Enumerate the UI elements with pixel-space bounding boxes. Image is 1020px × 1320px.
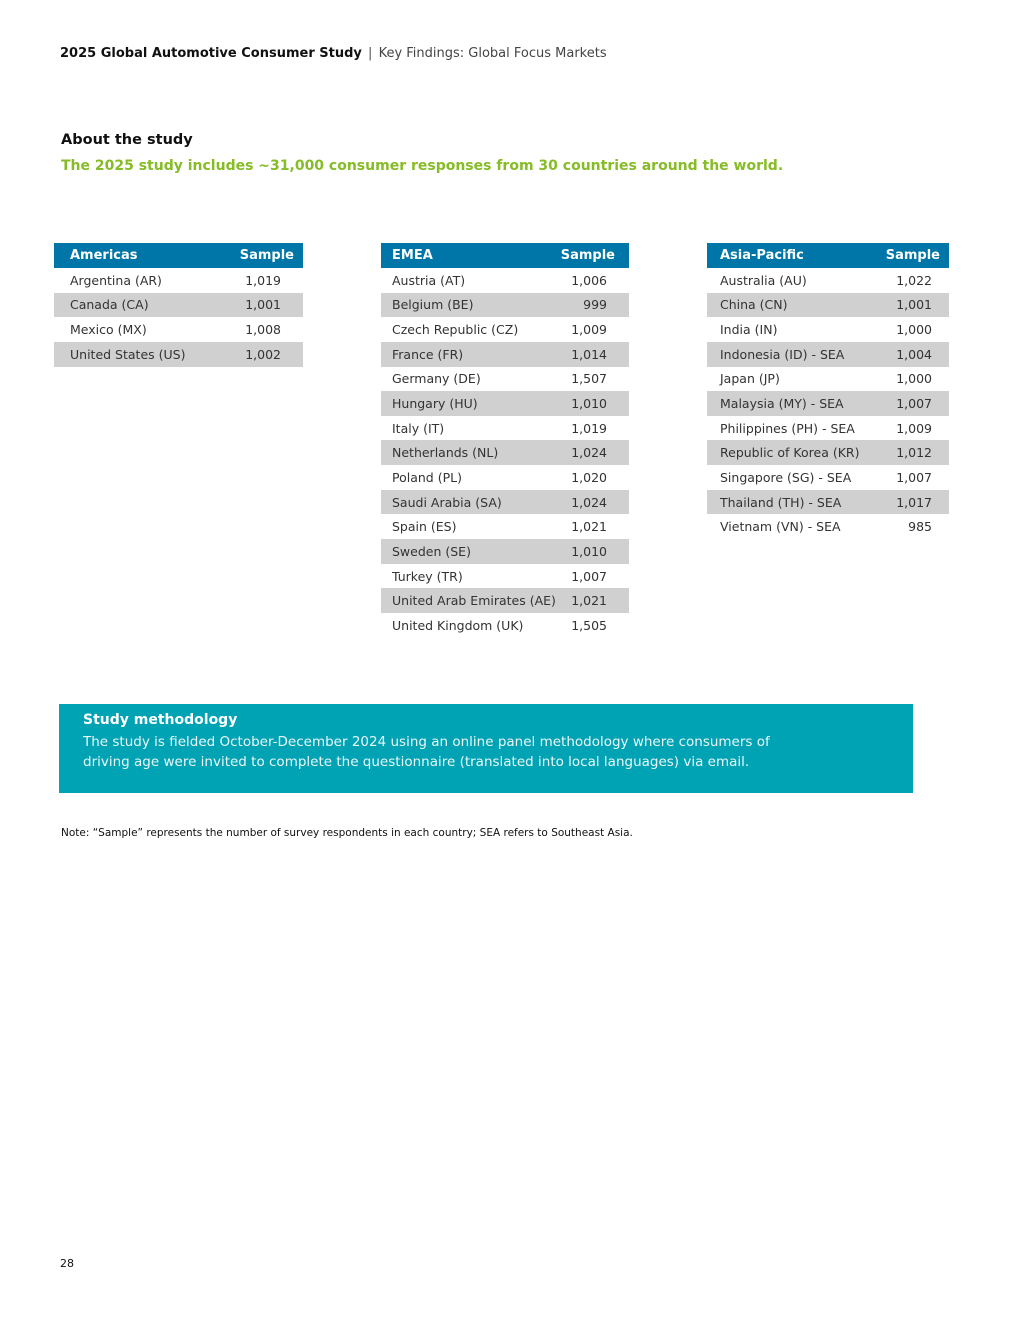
table-row — [381, 440, 629, 465]
sample-cell: 1,002 — [222, 342, 303, 367]
emea-table — [381, 243, 629, 638]
country-cell: Indonesia (ID) - SEA — [707, 342, 878, 367]
table-header-row — [707, 243, 949, 268]
country-cell: Austria (AT) — [392, 272, 466, 288]
country-cell: Republic of Korea (KR) — [707, 440, 878, 465]
country-cell: Australia (AU) — [720, 272, 807, 288]
country-cell: Italy (IT) — [392, 420, 445, 436]
sample-cell: 1,010 — [559, 391, 629, 416]
table-row — [707, 514, 949, 539]
sample-cell: 1,017 — [878, 490, 949, 515]
methodology-box — [59, 704, 913, 793]
country-cell: Mexico (MX) — [70, 322, 147, 338]
table-header-row — [54, 243, 303, 268]
country-cell: Germany (DE) — [392, 371, 481, 387]
report-title: 2025 Global Automotive Consumer Study — [60, 46, 362, 61]
sample-cell: 1,007 — [571, 568, 607, 584]
sample-cell: 1,024 — [559, 440, 629, 465]
table-row — [381, 514, 629, 539]
sample-cell: 1,020 — [571, 469, 607, 485]
table-row — [707, 342, 949, 367]
country-cell: China (CN) — [707, 293, 878, 318]
sample-cell: 1,000 — [896, 371, 932, 387]
country-cell: Poland (PL) — [392, 469, 462, 485]
country-cell: India (IN) — [720, 322, 778, 338]
sample-cell: 1,505 — [571, 617, 607, 633]
table-row — [381, 588, 629, 613]
country-cell: Malaysia (MY) - SEA — [707, 391, 878, 416]
table-header-row — [381, 243, 629, 268]
table-row — [381, 613, 629, 638]
country-cell: Argentina (AR) — [70, 272, 162, 288]
country-cell: United Kingdom (UK) — [392, 617, 524, 633]
sample-cell: 985 — [908, 519, 932, 535]
country-cell: France (FR) — [381, 342, 559, 367]
table-row — [381, 293, 629, 318]
country-cell: Japan (JP) — [720, 371, 780, 387]
table-row — [707, 268, 949, 293]
sample-cell: 1,009 — [571, 322, 607, 338]
region-header: EMEA — [381, 243, 559, 268]
table-row — [54, 317, 303, 342]
table-row — [381, 539, 629, 564]
country-cell: Thailand (TH) - SEA — [707, 490, 878, 515]
report-subtitle: Key Findings: Global Focus Markets — [378, 46, 607, 61]
sample-cell: 1,004 — [878, 342, 949, 367]
about-heading: About the study — [61, 132, 193, 148]
country-cell: United Arab Emirates (AE) — [381, 588, 559, 613]
table-row — [707, 391, 949, 416]
sample-cell: 999 — [559, 293, 629, 318]
country-cell: Sweden (SE) — [381, 539, 559, 564]
methodology-body: The study is fielded October-December 2024 using an online panel methodology where consumers of driving age were invited to complete the questionnaire (translated into local languages) via email. — [83, 734, 770, 770]
sample-cell: 1,507 — [571, 371, 607, 387]
sample-cell: 1,001 — [878, 293, 949, 318]
country-cell: United States (US) — [54, 342, 222, 367]
table-row — [381, 268, 629, 293]
table-row — [54, 342, 303, 367]
country-cell: Turkey (TR) — [392, 568, 463, 584]
sample-cell: 1,009 — [896, 420, 932, 436]
sample-cell: 1,007 — [896, 469, 932, 485]
table-row — [381, 490, 629, 515]
table-row — [381, 342, 629, 367]
asia-pacific-table — [707, 243, 949, 539]
footnote: Note: “Sample” represents the number of survey respondents in each country; SEA refers to Southeast Asia. — [61, 827, 633, 839]
country-cell: Philippines (PH) - SEA — [720, 420, 855, 436]
sample-cell: 1,022 — [896, 272, 932, 288]
sample-cell: 1,000 — [896, 322, 932, 338]
table-row — [381, 317, 629, 342]
page-number: 28 — [60, 1257, 74, 1270]
country-cell: Saudi Arabia (SA) — [381, 490, 559, 515]
table-row — [381, 416, 629, 441]
table-row — [381, 391, 629, 416]
americas-table — [54, 243, 303, 367]
sample-cell: 1,012 — [878, 440, 949, 465]
region-header: Americas — [54, 243, 222, 268]
table-row — [707, 367, 949, 392]
country-cell: Hungary (HU) — [381, 391, 559, 416]
sample-cell: 1,021 — [571, 519, 607, 535]
sample-cell: 1,019 — [245, 272, 281, 288]
table-row — [707, 317, 949, 342]
table-row — [707, 416, 949, 441]
country-cell: Canada (CA) — [54, 293, 222, 318]
country-cell: Spain (ES) — [392, 519, 457, 535]
sample-cell: 1,001 — [222, 293, 303, 318]
sample-header: Sample — [878, 243, 949, 268]
about-lead: The 2025 study includes ~31,000 consumer responses from 30 countries around the world. — [61, 158, 784, 174]
header-separator: | — [368, 46, 373, 61]
table-row — [707, 465, 949, 490]
sample-cell: 1,021 — [559, 588, 629, 613]
country-cell: Czech Republic (CZ) — [392, 322, 519, 338]
sample-cell: 1,008 — [245, 322, 281, 338]
region-header: Asia-Pacific — [707, 243, 878, 268]
sample-cell: 1,007 — [878, 391, 949, 416]
table-row — [54, 268, 303, 293]
table-row — [707, 440, 949, 465]
country-cell: Belgium (BE) — [381, 293, 559, 318]
table-row — [381, 367, 629, 392]
sample-cell: 1,024 — [559, 490, 629, 515]
running-header — [60, 46, 607, 61]
table-row — [707, 293, 949, 318]
country-cell: Vietnam (VN) - SEA — [720, 519, 841, 535]
table-row — [381, 564, 629, 589]
methodology-heading: Study methodology — [83, 712, 238, 728]
country-cell: Netherlands (NL) — [381, 440, 559, 465]
sample-cell: 1,006 — [571, 272, 607, 288]
sample-header: Sample — [559, 243, 629, 268]
table-row — [54, 293, 303, 318]
sample-cell: 1,019 — [571, 420, 607, 436]
table-row — [381, 465, 629, 490]
country-cell: Singapore (SG) - SEA — [720, 469, 852, 485]
sample-cell: 1,014 — [559, 342, 629, 367]
table-row — [707, 490, 949, 515]
sample-cell: 1,010 — [559, 539, 629, 564]
sample-header: Sample — [222, 243, 303, 268]
